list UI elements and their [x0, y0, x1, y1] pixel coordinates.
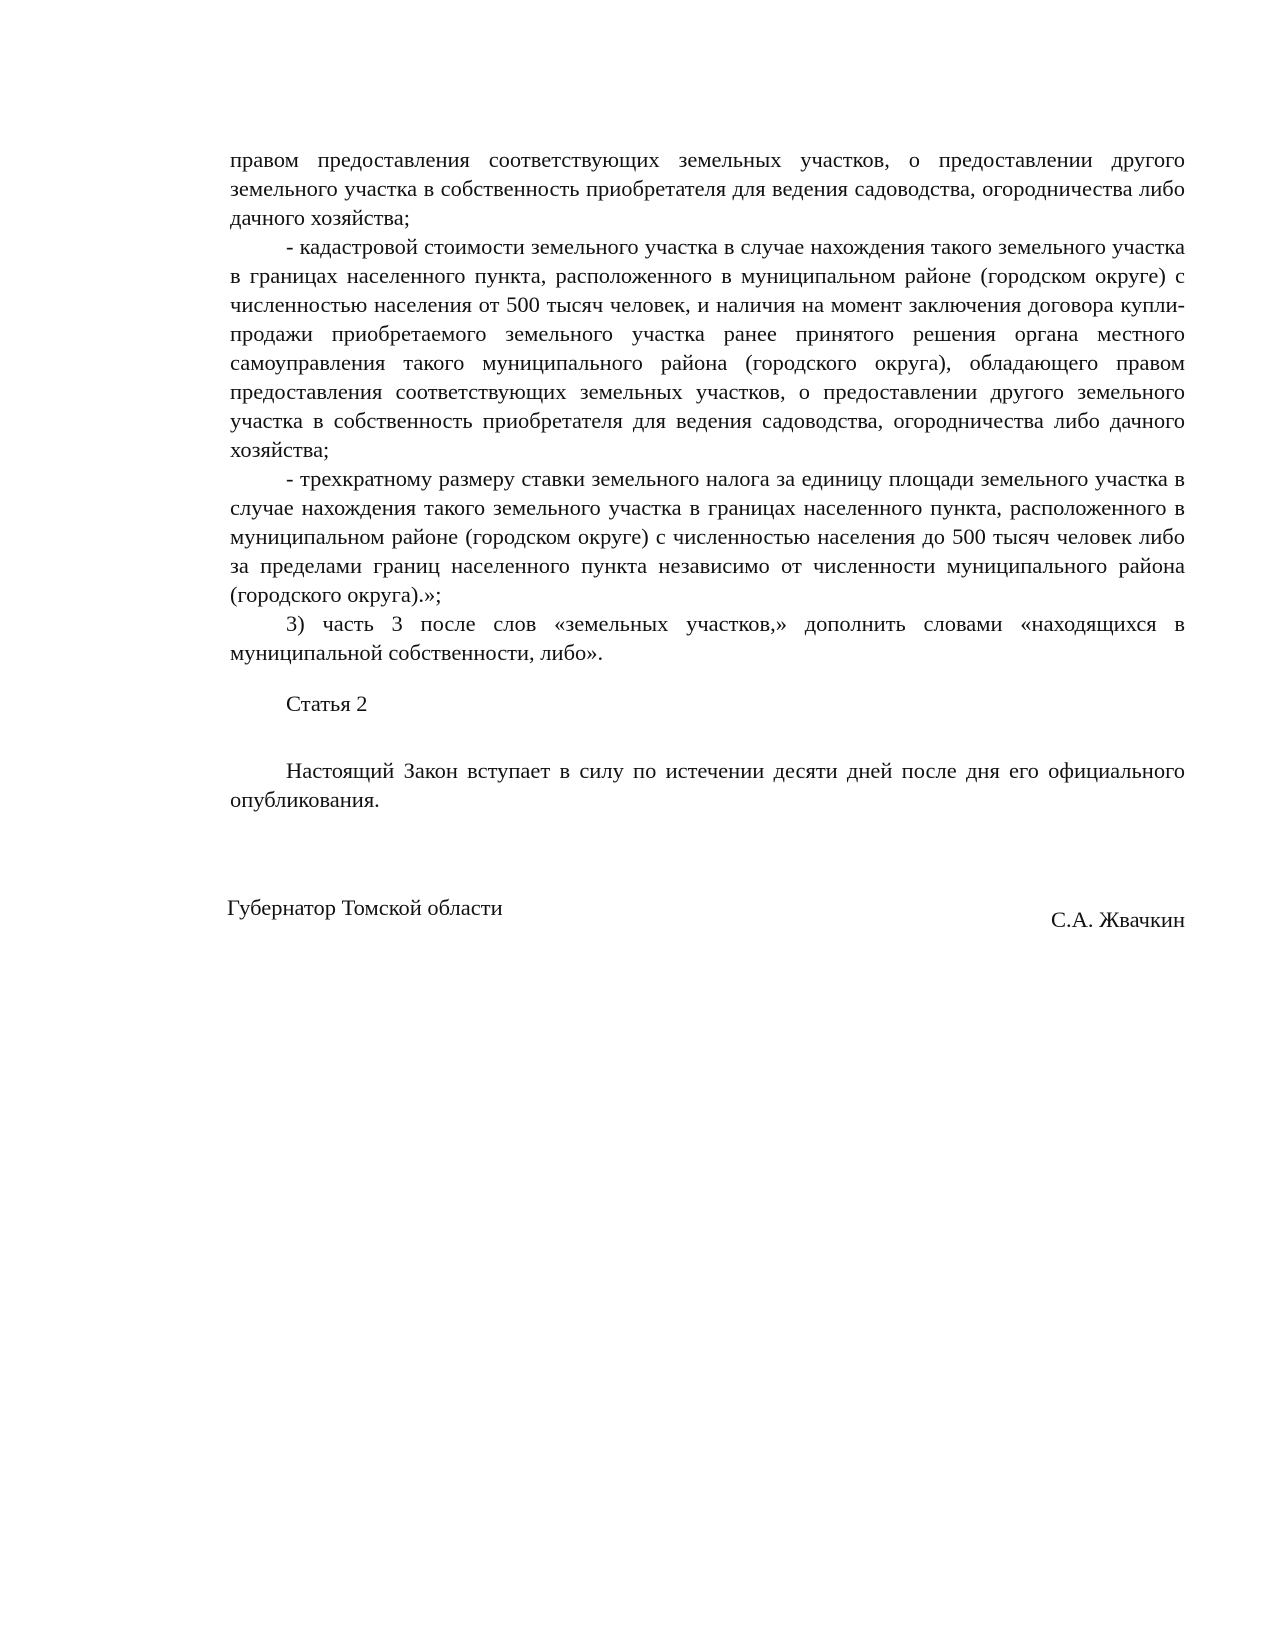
paragraph-land-tax: - трехкратному размеру ставки земельного налога за единицу площади земельного участка в случае нахождения такого земельного участка в границах населенного пункта, расположенного в муниципальном районе (городском округе) с численностью населения до 500 тысяч человек либо за пределами границ населенного пункта независимо от численности муниципального района (городского округа).»; [230, 466, 1185, 607]
paragraph-part-3-amendment: 3) часть 3 после слов «земельных участков,» дополнить словами «находящихся в муниципальной собственности, либо». [230, 611, 1185, 665]
signature-block [227, 893, 1185, 933]
effective-date-paragraph: Настоящий Закон вступает в силу по истечении десяти дней после дня его официального опубликования. [230, 758, 1185, 812]
article-2-heading: Статья 2 [286, 691, 368, 716]
document-body [230, 145, 1185, 667]
signer-name: С.А. Жвачкин [1050, 907, 1185, 932]
signer-title: Губернатор Томской области [227, 895, 503, 920]
paragraph-continuation: правом предоставления соответствующих земельных участков, о предоставлении другого земельного участка в собственность приобретателя для ведения садоводства, огородничества либо дачного хозяйства; [230, 147, 1185, 230]
paragraph-cadastral-value: - кадастровой стоимости земельного участка в случае нахождения такого земельного участка в границах населенного пункта, расположенного в муниципальном районе (городском округе) с численностью населения от 500 тысяч человек, и наличия на момент заключения договора купли-продажи приобретаемого земельного участка ранее принятого решения органа местного самоуправления такого муниципального района (городского округа), обладающего правом предоставления соответствующих земельных участков, о предоставлении другого земельного участка в собственность приобретателя для ведения садоводства, огородничества либо дачного хозяйства; [230, 234, 1185, 462]
